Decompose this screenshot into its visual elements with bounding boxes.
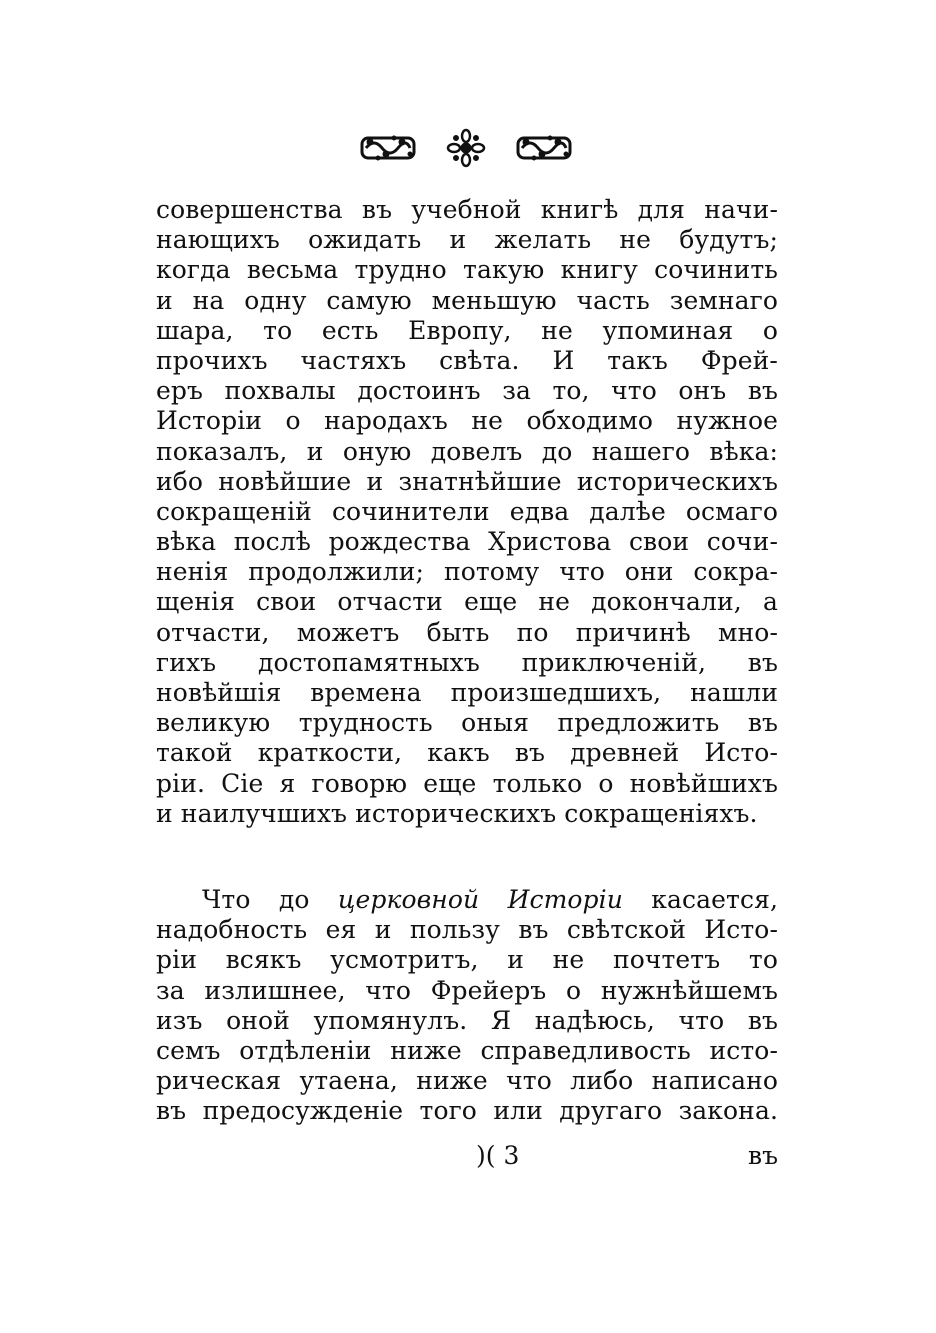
- text-line: изъ оной упомянулъ. Я надѣюсь, что въ: [156, 1005, 778, 1035]
- text-line: великую трудность оныя предложить въ: [156, 708, 778, 738]
- paragraph-2: [156, 885, 778, 1127]
- text-line: совершенства въ учебной книгѣ для начи-: [156, 195, 778, 224]
- text-line: нающихъ ожидать и желать не будутъ;: [156, 225, 778, 255]
- text-line: и на одну самую меньшую часть земнаго: [156, 285, 778, 315]
- text-line: отчасти, можетъ быть по причинѣ мно-: [156, 617, 778, 647]
- text-line: ненiя продолжили; потому что они сокра-: [156, 557, 778, 587]
- text-line: показалъ, и оную довелъ до нашего вѣка:: [156, 436, 778, 466]
- text-line: рiи. Сiе я говорю еще только о новѣйшихъ: [156, 768, 778, 798]
- text-line: прочихъ частяхъ свѣта. И такъ Фрей-: [156, 345, 778, 375]
- printer-ornament-icon: [356, 128, 576, 168]
- paragraph-1: [156, 195, 778, 829]
- italic-phrase: церковной Исторiи: [337, 885, 623, 914]
- text-line: щенiя свои отчасти еще не докончали, а: [156, 587, 778, 617]
- ornament-right-block: [518, 136, 570, 160]
- text-line: въ предосужденiе того или другаго закона.: [156, 1096, 778, 1126]
- text-run: касается,: [622, 885, 778, 914]
- ornament-left-block: [362, 136, 414, 160]
- text-line: гихъ достопамятныхъ приключенiй, въ: [156, 647, 778, 677]
- text-line: семъ отдѣленiи ниже справедливость исто-: [156, 1035, 778, 1065]
- text-line: новѣйшiя времена произшедшихъ, нашли: [156, 678, 778, 707]
- ornament-center-flower: [448, 130, 484, 166]
- text-run: Что до: [202, 885, 338, 914]
- paragraph-2-first-line: [156, 885, 778, 915]
- text-line: Исторiи о народахъ не обходимо нужное: [156, 406, 778, 436]
- text-line: еръ похвалы достоинъ за то, что онъ въ: [156, 376, 778, 406]
- text-line: когда весьма трудно такую книгу сочинить: [156, 255, 778, 285]
- signature-mark: )( 3: [476, 1141, 520, 1170]
- text-line: такой краткости, какъ въ древней Исто-: [156, 738, 778, 768]
- text-line: рiи всякъ усмотритъ, и не почтетъ то: [156, 945, 778, 975]
- page-footer: [156, 1138, 778, 1174]
- text-line: за излишнее, что Фрейеръ о нужнѣйшемъ: [156, 975, 778, 1005]
- text-line: сокращенiй сочинители едва далѣе осмаго: [156, 496, 778, 526]
- text-line: рическая утаена, ниже что либо написано: [156, 1066, 778, 1096]
- catchword: въ: [748, 1141, 778, 1170]
- text-line: и наилучшихъ историческихъ сокращенiяхъ.: [156, 798, 758, 828]
- text-line: вѣка послѣ рождества Христова свои сочи-: [156, 527, 778, 557]
- text-line: шара, то есть Европу, не упоминая о: [156, 315, 778, 345]
- text-line: надобность ея и пользу въ свѣтской Исто-: [156, 915, 778, 945]
- text-line: ибо новѣйшие и знатнѣйшие историческихъ: [156, 466, 778, 496]
